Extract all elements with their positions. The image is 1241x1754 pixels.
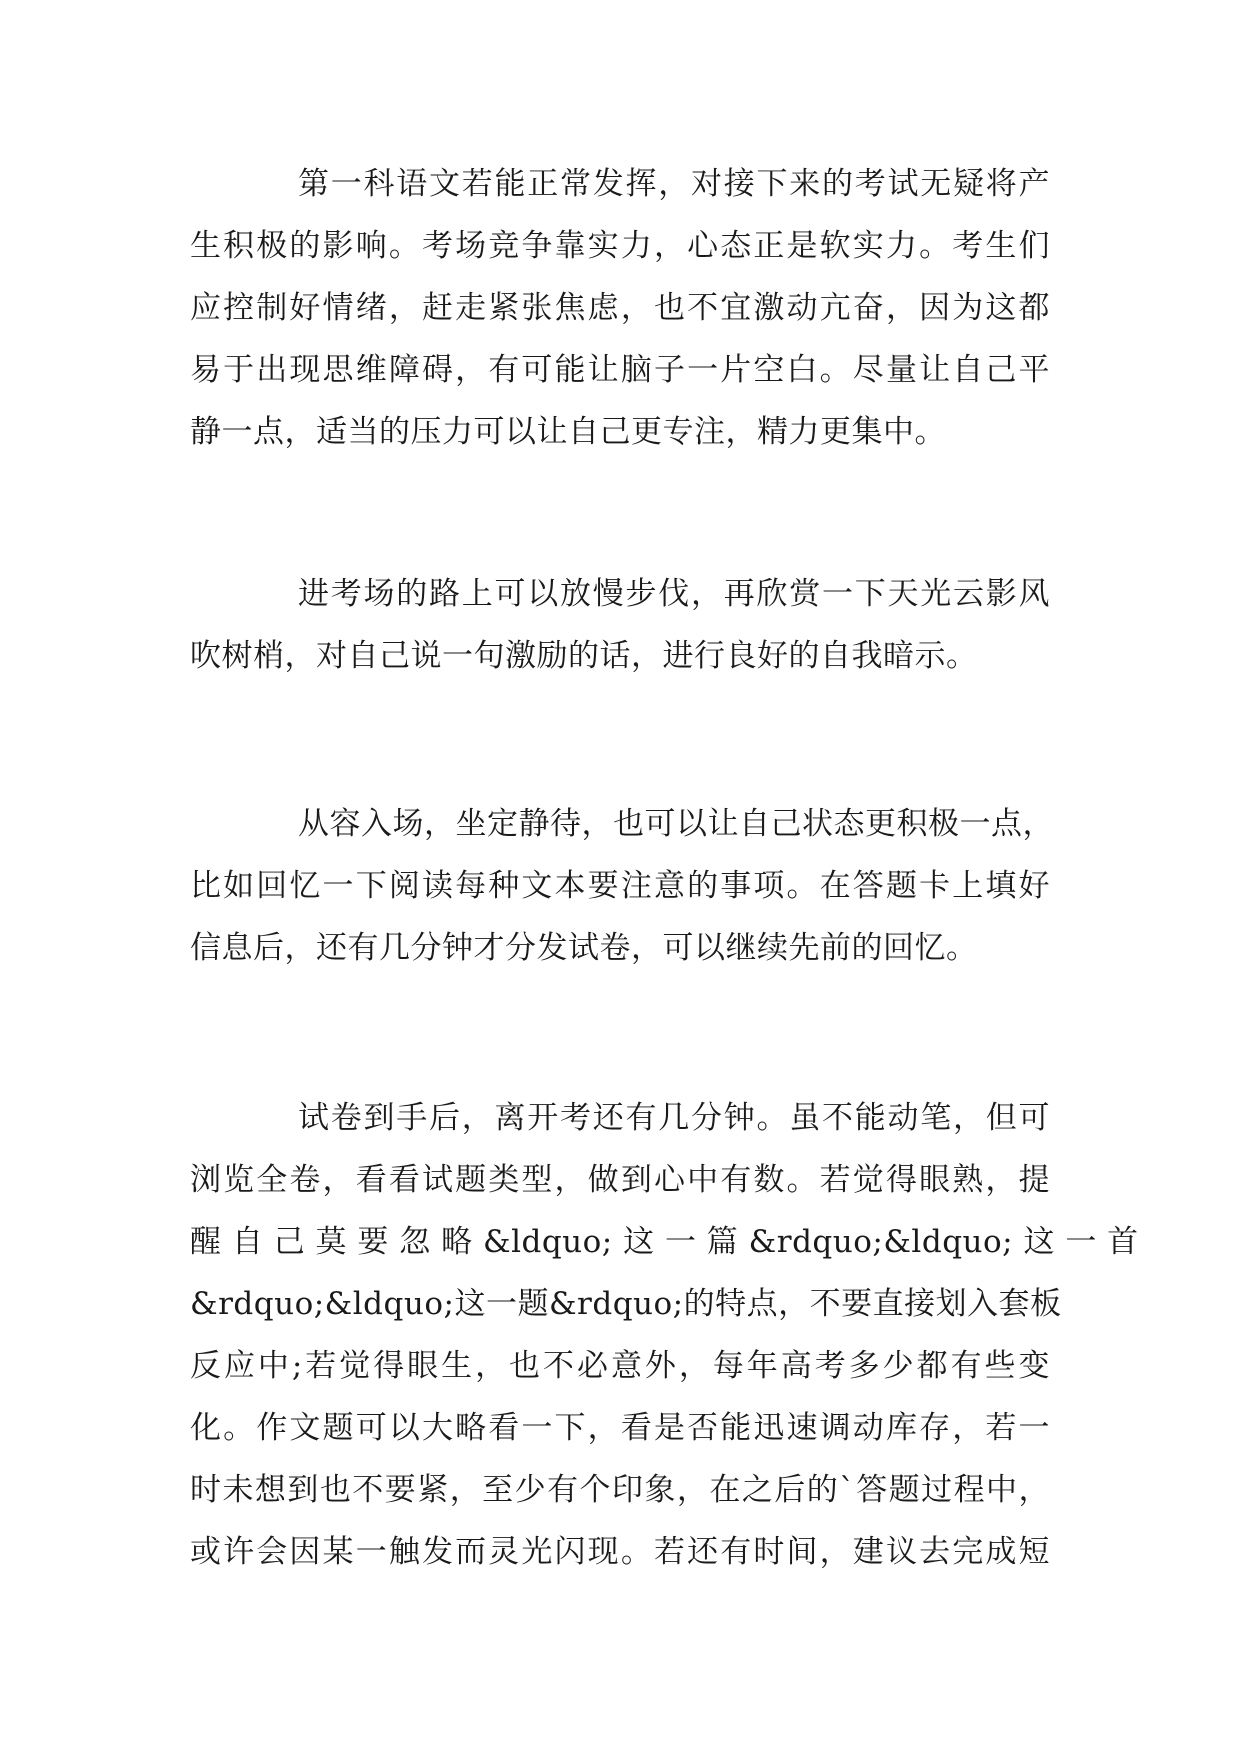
paragraph-line: 或许会因某一触发而灵光闪现。若还有时间，建议去完成短 (190, 1534, 1050, 1570)
paragraph-line: 时未想到也不要紧，至少有个印象，在之后的`答题过程中， (190, 1472, 1050, 1508)
paragraph-line: 化。作文题可以大略看一下，看是否能迅速调动库存，若一 (190, 1410, 1050, 1446)
paragraph-line: 静一点，适当的压力可以让自己更专注，精力更集中。 (190, 414, 946, 450)
paragraph-line: 应控制好情绪，赶走紧张焦虑，也不宜激动亢奋，因为这都 (190, 290, 1050, 326)
paragraph-line: 比如回忆一下阅读每种文本要注意的事项。在答题卡上填好 (190, 868, 1050, 904)
paragraph-line: &rdquo;&ldquo;这一题&rdquo;的特点，不要直接划入套板 (190, 1286, 1062, 1322)
paragraph-line: 吹树梢，对自己说一句激励的话，进行良好的自我暗示。 (190, 638, 978, 674)
paragraph-line: 醒 自 己 莫 要 忽 略 &ldquo; 这 一 篇 &rdquo;&ldquo; 这 一 首 (190, 1224, 1139, 1260)
paragraph-line: 反应中;若觉得眼生，也不必意外，每年高考多少都有些变 (190, 1348, 1050, 1384)
paragraph-way-to-exam (190, 563, 1050, 687)
paragraph-line: 生积极的影响。考场竞争靠实力，心态正是软实力。考生们 (190, 228, 1050, 264)
paragraph-line: 试卷到手后，离开考还有几分钟。虽不能动笔，但可 (298, 1100, 1050, 1136)
paragraph-line: 从容入场，坐定静待，也可以让自己状态更积极一点， (298, 806, 1054, 842)
paragraph-line: 浏览全卷，看看试题类型，做到心中有数。若觉得眼熟，提 (190, 1162, 1050, 1198)
paragraph-line: 信息后，还有几分钟才分发试卷，可以继续先前的回忆。 (190, 930, 978, 966)
paragraph-line: 第一科语文若能正常发挥，对接下来的考试无疑将产 (298, 166, 1050, 202)
paragraph-line: 易于出现思维障碍，有可能让脑子一片空白。尽量让自己平 (190, 352, 1050, 388)
paragraph-exam-mindset (190, 153, 1050, 463)
paragraph-line: 进考场的路上可以放慢步伐，再欣赏一下天光云影风 (298, 576, 1050, 612)
paragraph-browsing-paper (190, 1087, 1139, 1583)
paragraph-entering-hall (190, 793, 1054, 979)
